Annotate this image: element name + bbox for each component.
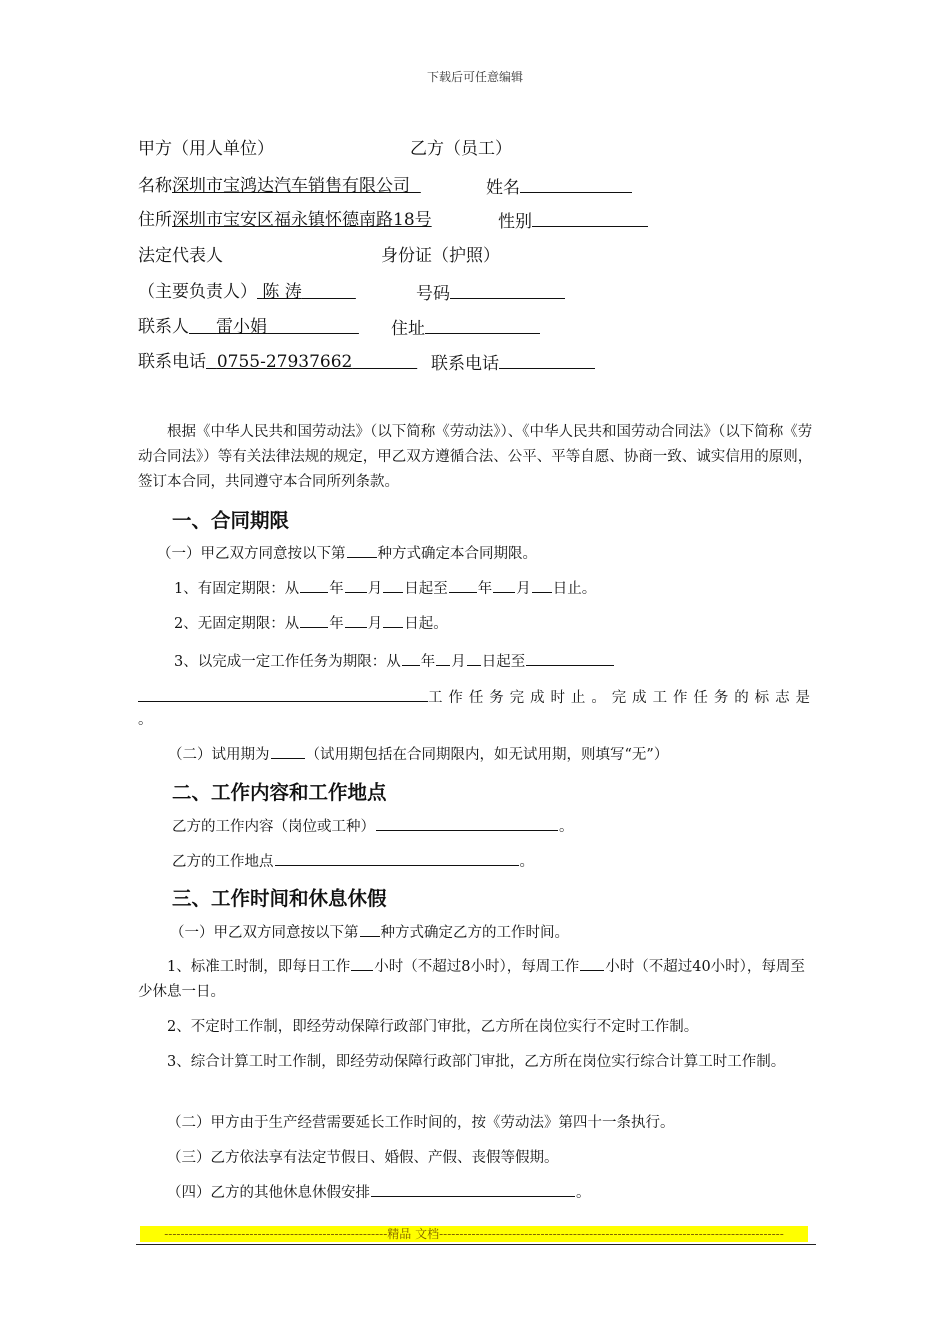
party-b-title: 乙方（员工） [410,139,512,159]
section1-item1: 1、有固定期限：从 年 月 日起至 年 月 日止。 [174,577,596,599]
section1-p1: （一）甲乙双方同意按以下第 种方式确定本合同期限。 [157,542,537,564]
item3-end-blank[interactable] [526,650,614,666]
item1-start-day-blank[interactable] [383,577,403,593]
item3-task-blank[interactable] [138,686,428,702]
party-a-name-value: 深圳市宝鸿达汽车销售有限公司 [172,176,410,196]
section3-p4: （四）乙方的其他休息休假安排 。 [138,1181,814,1206]
legal-rep-label: 法定代表人 [138,246,223,266]
other-leave-blank[interactable] [371,1181,575,1197]
work-place-blank[interactable] [275,850,519,866]
b-name-label: 姓名 [486,178,520,198]
intro-paragraph: 根据《中华人民共和国劳动法》（以下简称《劳动法》）、《中华人民共和国劳动合同法》（以下简称《劳动合同法》）等有关法律法规的规定，甲乙双方遵循合法、公平、平等自愿、协商一致、诚实信用的原则，签订本合同，共同遵守本合同所列条款。 [138,424,813,490]
b-number-label: 号码 [416,284,450,304]
section2-title: 二、工作内容和工作地点 [172,781,387,804]
legal-rep-value: 陈 涛 [262,282,302,302]
b-gender-label: 性别 [498,212,532,232]
party-a-address-row [138,210,432,230]
item1-start-year-blank[interactable] [300,577,328,593]
footer-label: 精品 文档 [387,1227,440,1241]
weekly-hours-blank[interactable] [580,955,604,971]
work-place-line: 乙方的工作地点 。 [172,850,534,872]
probation-blank[interactable] [271,743,305,759]
b-id-label: 身份证（护照） [381,246,500,266]
item3-day-blank[interactable] [467,650,481,666]
b-number-blank[interactable] [450,282,565,299]
b-address-label: 住址 [391,319,425,339]
daily-hours-blank[interactable] [351,955,373,971]
party-b-address-row [391,317,540,339]
item1-start-month-blank[interactable] [345,577,367,593]
party-a-name-row [138,176,421,196]
party-a-title: 甲方（用人单位） [138,139,274,159]
b-phone-label: 联系电话 [431,354,499,374]
phone-row [138,352,417,372]
footer-dashes-left: ------------------------------------------------------- [164,1227,388,1241]
party-b-gender-row [498,210,648,232]
b-phone-blank[interactable] [499,352,595,369]
item1-end-month-blank[interactable] [493,577,515,593]
section3-item1: 1、标准工时制，即每日工作 小时（不超过8小时），每周工作 小时（不超过40小时），每周至少休息一日。 [138,955,814,1005]
section3-p3: （三）乙方依法享有法定节假日、婚假、产假、丧假等假期。 [167,1150,559,1166]
work-content-line: 乙方的工作内容（岗位或工种） 。 [172,815,574,837]
item2-year-blank[interactable] [300,612,328,628]
section1-item3-end: 。 [138,712,153,728]
main-resp-label: （主要负责人） [138,282,257,302]
item2-day-blank[interactable] [383,612,403,628]
legal-rep-row [138,282,356,302]
b-gender-blank[interactable] [532,210,648,227]
term-type-blank[interactable] [347,542,377,558]
section1-item2: 2、无固定期限：从 年 月 日起。 [174,612,448,634]
section3-item3: 3、综合计算工时工作制，即经劳动保障行政部门审批，乙方所在岗位实行综合计算工时工作制。 [167,1054,786,1070]
contact-label: 联系人 [138,317,189,337]
address-label: 住所 [138,210,172,230]
item1-end-day-blank[interactable] [532,577,552,593]
item3-month-blank[interactable] [436,650,450,666]
section3-p2: （二）甲方由于生产经营需要延长工作时间的，按《劳动法》第四十一条执行。 [167,1115,675,1131]
section3-item2: 2、不定时工作制，即经劳动保障行政部门审批，乙方所在岗位实行不定时工作制。 [167,1019,699,1035]
party-b-name-row [486,176,632,198]
section3-p1: （一）甲乙双方同意按以下第 种方式确定乙方的工作时间。 [170,921,569,943]
section1-title: 一、合同期限 [172,509,290,532]
contact-row [138,317,359,337]
work-content-blank[interactable] [376,815,558,831]
work-time-type-blank[interactable] [360,921,380,937]
name-label: 名称 [138,176,172,196]
probation-line: （二）试用期为 （试用期包括在合同期限内，如无试用期，则填写“无”） [168,743,668,765]
footer-rule [136,1244,816,1245]
header-note: 下载后可任意编辑 [426,70,523,84]
phone-label: 联系电话 [138,352,206,372]
party-b-phone-row [431,352,595,374]
item2-month-blank[interactable] [345,612,367,628]
party-a-address-value: 深圳市宝安区福永镇怀德南路18号 [172,210,432,230]
item3-year-blank[interactable] [402,650,420,666]
b-name-blank[interactable] [520,176,632,193]
item1-end-year-blank[interactable] [449,577,477,593]
section3-title: 三、工作时间和休息休假 [172,887,387,910]
section1-item3-cont: 工作任务完成时止。完成工作任务的标志是 [138,686,814,708]
phone-value: 0755-27937662 [216,352,353,372]
section1-item3: 3、以完成一定工作任务为期限：从 年 月 日起至 [174,650,615,672]
footer-dashes-right: ------------------------------------------------------------------------------------- [439,1227,784,1241]
party-b-number-row [416,282,565,304]
footer-banner [140,1226,808,1242]
contact-value: 雷小娟 [216,317,268,337]
b-address-blank[interactable] [425,317,540,334]
